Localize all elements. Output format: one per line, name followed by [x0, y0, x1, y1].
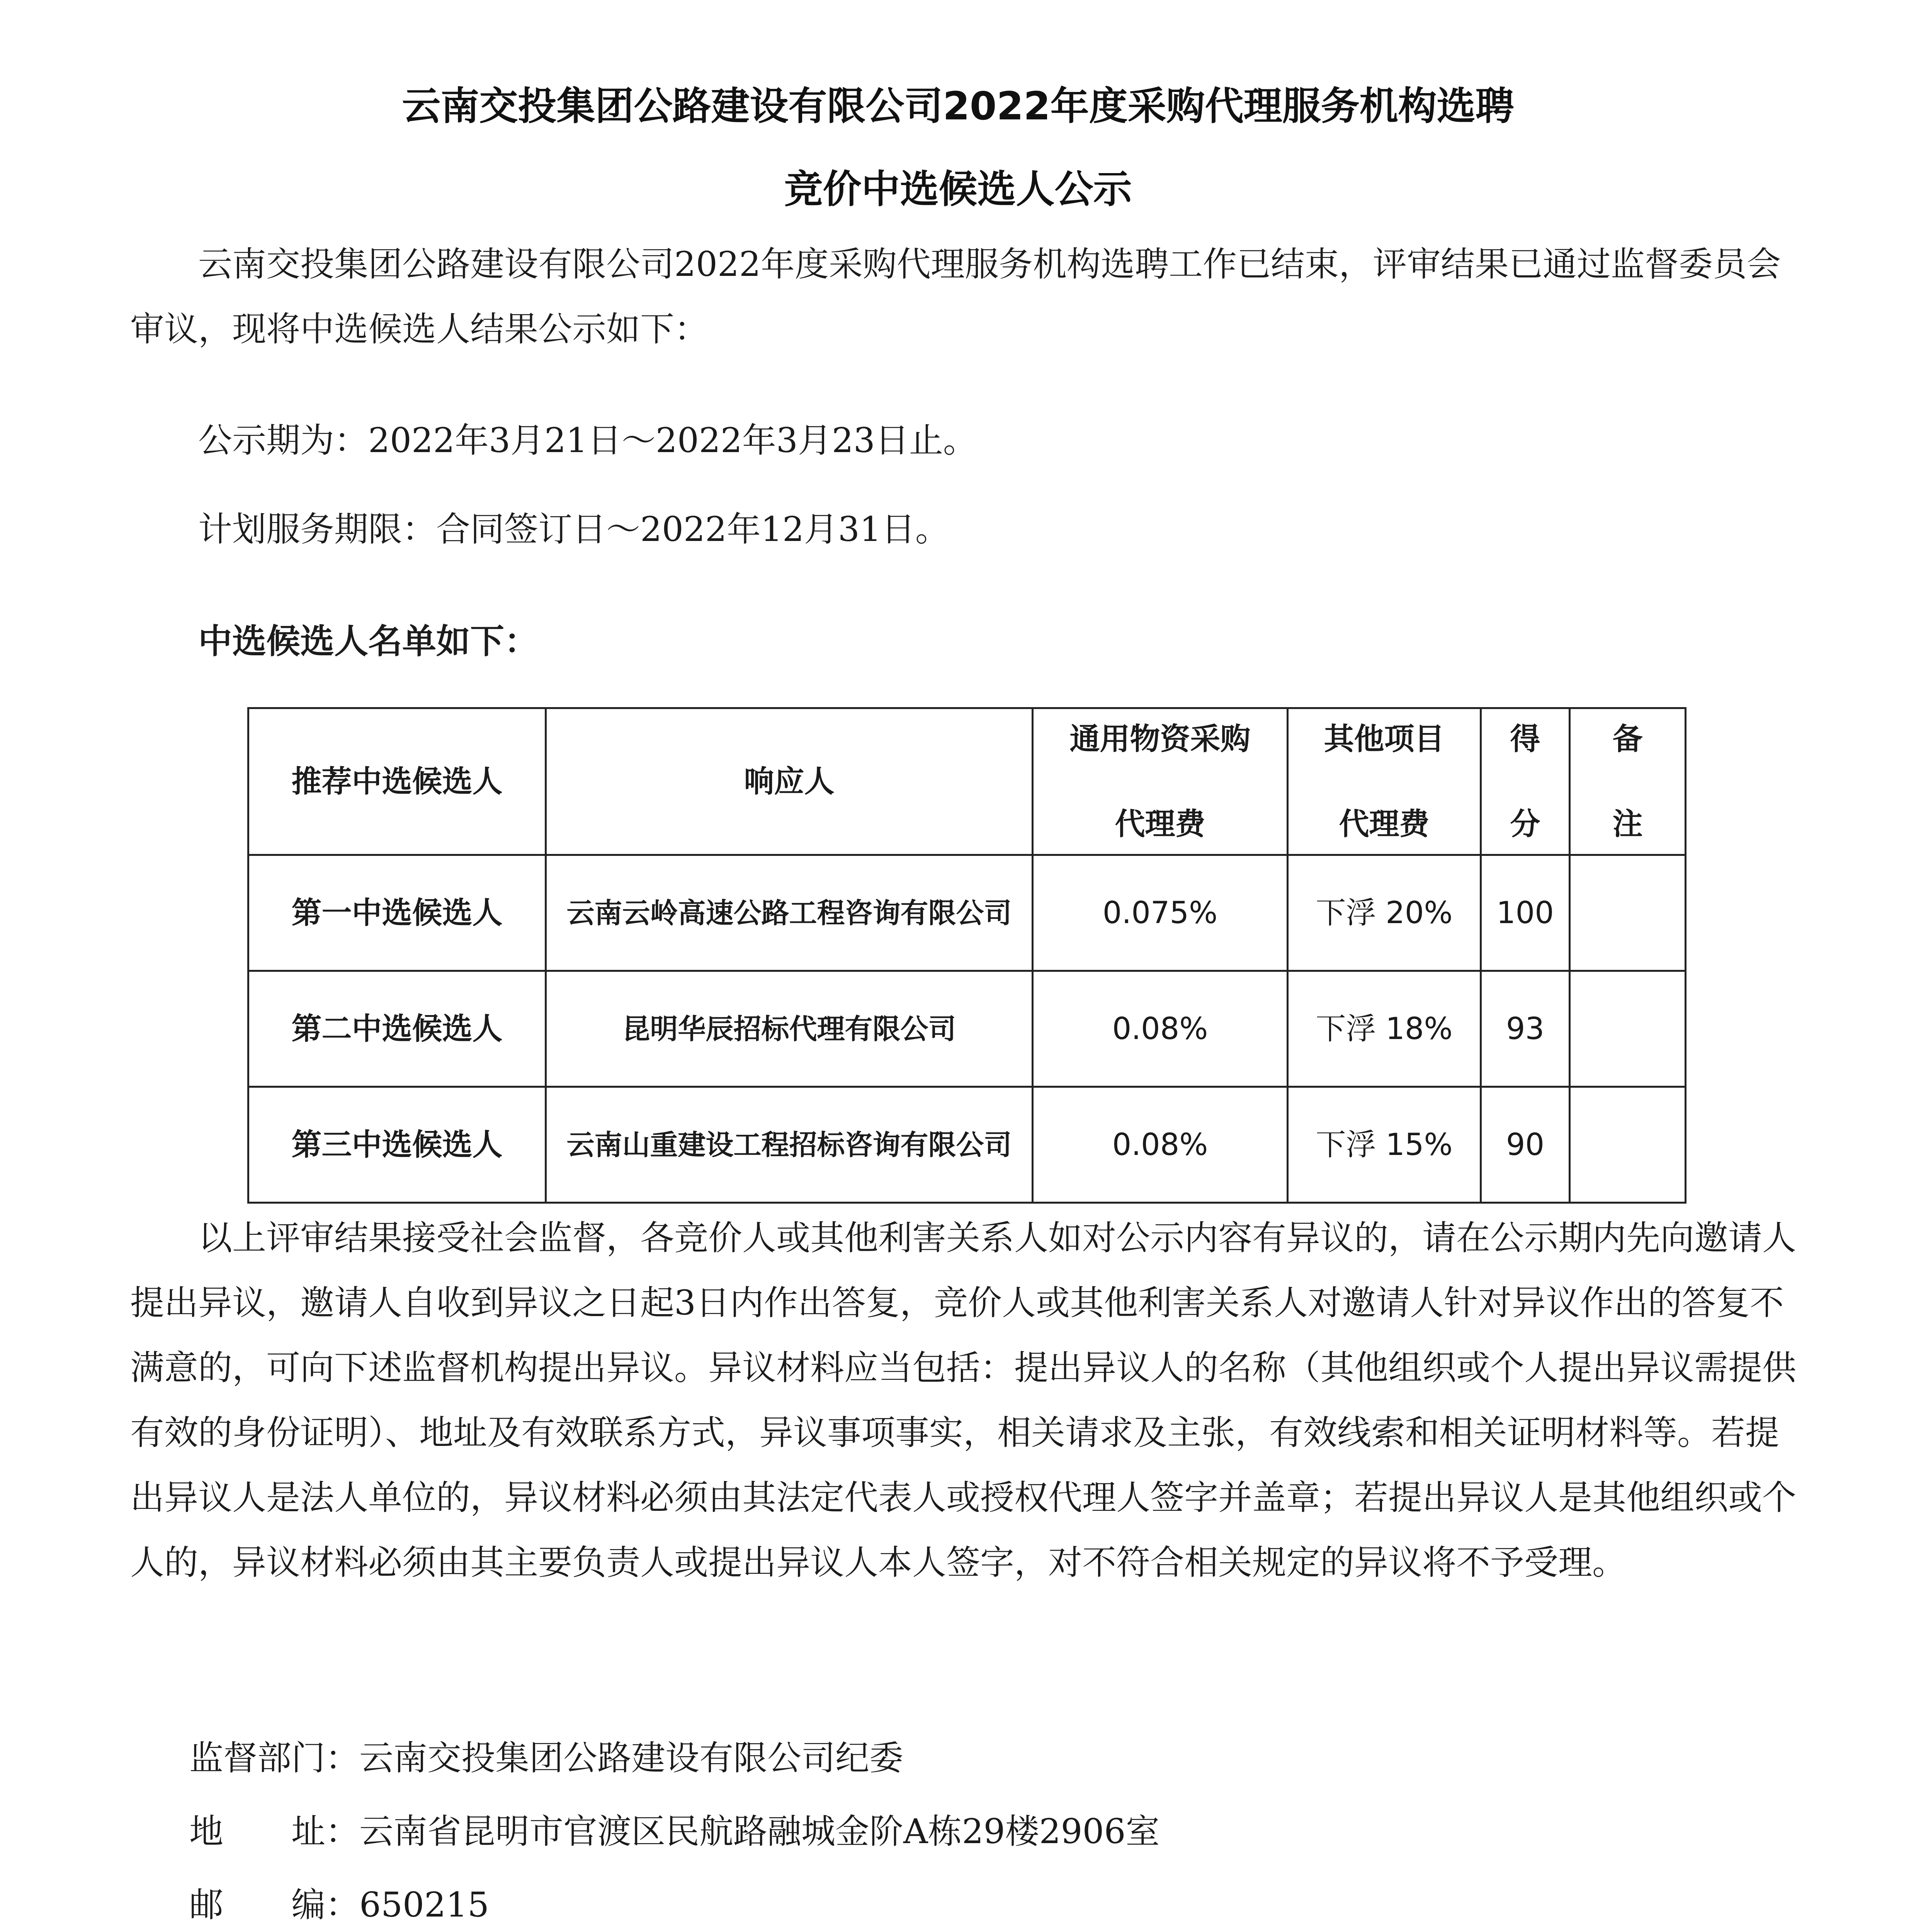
- header-remark: [1570, 708, 1686, 855]
- header-rank: 推荐中选候选人: [248, 708, 546, 855]
- row-rank: 第二中选候选人: [248, 971, 546, 1087]
- row-remark: [1570, 1087, 1686, 1203]
- supervision-address: [189, 1808, 1160, 1855]
- objection-paragraph: 以上评审结果接受社会监督，各竞价人或其他利害关系人如对公示内容有异议的，请在公示期内先向邀请人提出异议，邀请人自收到异议之日起3日内作出答复，竞价人或其他利害关系人对邀请人针对异议作出的答复不满意的，可向下述监督机构提出异议。异议材料应当包括：提出异议人的名称（其他组织或个人提出异议需提供有效的身份证明）、地址及有效联系方式，异议事项事实，相关请求及主张，有效线索和相关证明材料等。若提出异议人是法人单位的，异议材料必须由其法定代表人或授权代理人签字并盖章；若提出异议人是其他组织或个人的，异议材料必须由其主要负责人或提出异议人本人签字，对不符合相关规定的异议将不予受理。: [130, 1218, 1797, 1582]
- header-fee-other-line2: 代理费: [1339, 806, 1430, 842]
- header-score-line1: 得: [1510, 721, 1540, 757]
- row-score: 100: [1481, 855, 1570, 971]
- intro-paragraph: 云南交投集团公路建设有限公司2022年度采购代理服务机构选聘工作已结束，评审结果已通过监督委员会审议，现将中选候选人结果公示如下：: [130, 244, 1781, 349]
- header-fee-general-line1: 通用物资采购: [1069, 721, 1251, 757]
- header-fee-general-line2: 代理费: [1115, 806, 1205, 842]
- service-period: 计划服务期限：合同签订日～2022年12月31日。: [198, 509, 949, 549]
- header-score-line2: 分: [1510, 806, 1540, 842]
- row-fee-general: 0.08%: [1033, 971, 1288, 1087]
- row-rank: 第三中选候选人: [248, 1087, 546, 1203]
- document-title-line2: 竞价中选候选人公示: [784, 167, 1132, 212]
- address-value: 云南省昆明市官渡区民航路融城金阶A栋29楼2906室: [359, 1811, 1160, 1851]
- row-score: 90: [1481, 1087, 1570, 1203]
- header-fee-other: [1288, 708, 1481, 855]
- list-heading: 中选候选人名单如下：: [198, 621, 539, 661]
- row-bidder: 昆明华辰招标代理有限公司: [546, 971, 1033, 1087]
- header-score: [1481, 708, 1570, 855]
- table-header-row: [248, 708, 1686, 855]
- header-fee-other-line1: 其他项目: [1324, 721, 1445, 757]
- table-row: [248, 971, 1686, 1087]
- header-bidder: 响应人: [546, 708, 1033, 855]
- candidate-table: [247, 707, 1686, 1204]
- row-remark: [1570, 971, 1686, 1087]
- table-row: [248, 855, 1686, 971]
- row-fee-other: 下浮 20%: [1288, 855, 1481, 971]
- header-remark-line2: 注: [1612, 806, 1643, 842]
- row-fee-other: 下浮 15%: [1288, 1087, 1481, 1203]
- row-bidder: 云南山重建设工程招标咨询有限公司: [546, 1087, 1033, 1203]
- header-fee-general: [1033, 708, 1288, 855]
- row-score: 93: [1481, 971, 1570, 1087]
- row-fee-other: 下浮 18%: [1288, 971, 1481, 1087]
- row-rank: 第一中选候选人: [248, 855, 546, 971]
- row-fee-general: 0.075%: [1033, 855, 1288, 971]
- table-row: [248, 1087, 1686, 1203]
- header-remark-line1: 备: [1612, 721, 1643, 757]
- row-remark: [1570, 855, 1686, 971]
- address-label: 地 址：: [189, 1811, 360, 1851]
- document-title-line1: 云南交投集团公路建设有限公司2022年度采购代理服务机构选聘: [402, 83, 1514, 129]
- postcode-label: 邮 编：: [189, 1885, 360, 1925]
- row-fee-general: 0.08%: [1033, 1087, 1288, 1203]
- row-bidder: 云南云岭高速公路工程咨询有限公司: [546, 855, 1033, 971]
- supervision-dept: 监督部门：云南交投集团公路建设有限公司纪委: [189, 1738, 904, 1778]
- publicity-period: 公示期为：2022年3月21日～2022年3月23日止。: [198, 420, 977, 460]
- supervision-postcode: [189, 1882, 489, 1928]
- postcode-value: 650215: [359, 1885, 489, 1925]
